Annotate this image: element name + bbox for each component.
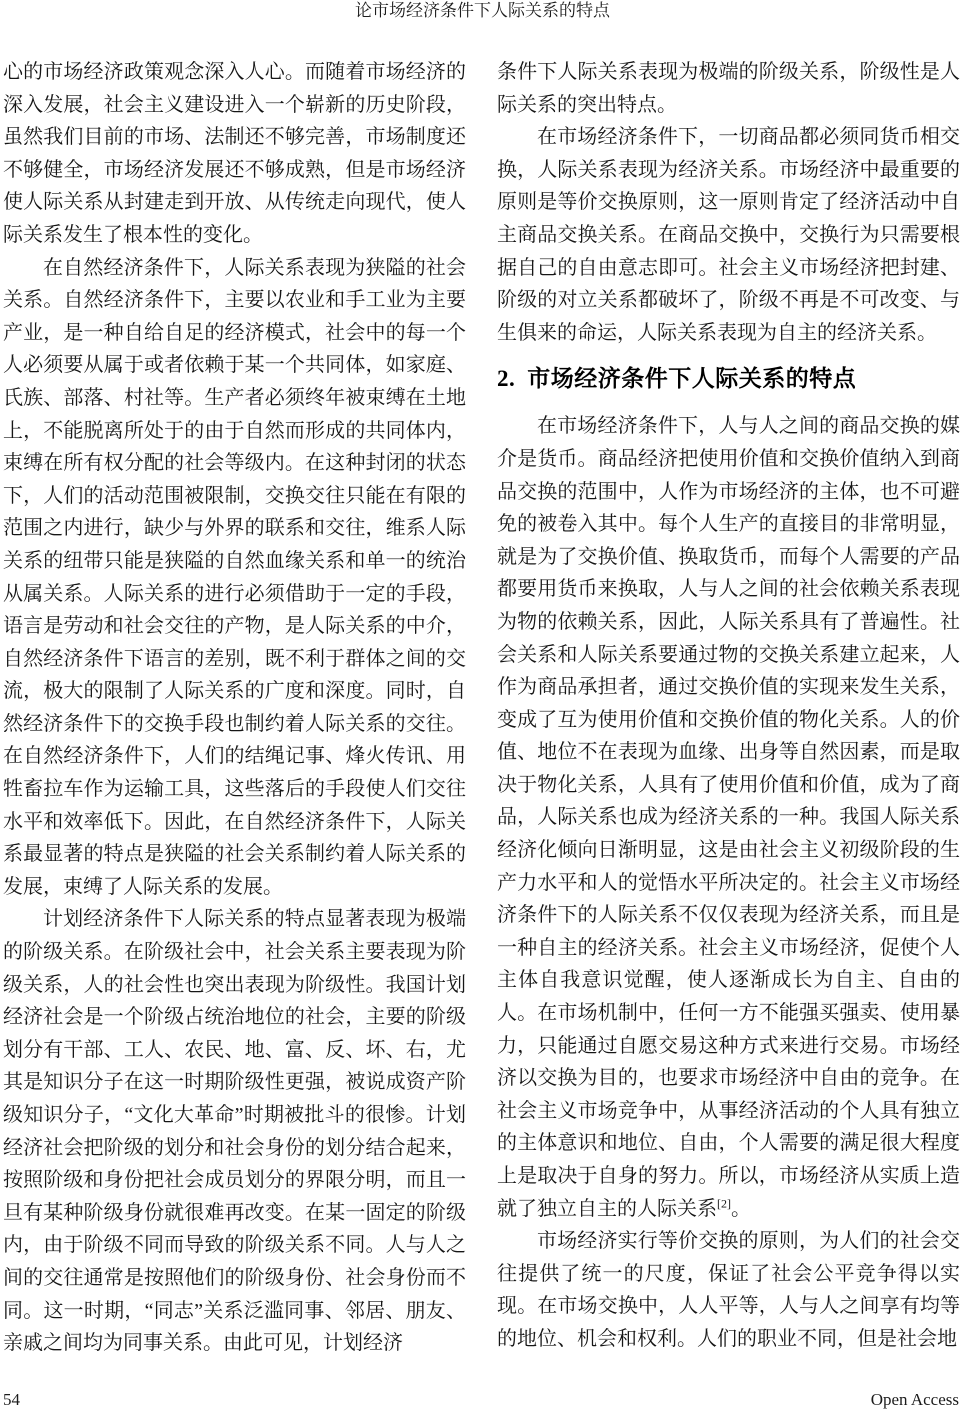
left-column: [3, 56, 466, 1360]
section-heading-number: 2.: [497, 366, 516, 392]
open-access-label: Open Access: [870, 1390, 959, 1409]
right-column: [497, 56, 960, 1360]
right-paragraph-1: 条件下人际关系表现为极端的阶级关系，阶级性是人际关系的突出特点。: [497, 61, 960, 116]
left-paragraph-1: 心的市场经济政策观念深入人心。而随着市场经济的深入发展，社会主义建设进入一个崭新的历史阶段，虽然我们目前的市场、法制还不够完善，市场制度还不够健全，市场经济发展还不够成熟，但是市场经济使人际关系从封建走到开放、从传统走向现代，使人际关系发生了根本性的变化。: [3, 61, 466, 246]
two-column-body: [3, 56, 960, 1360]
page-number: 54: [3, 1390, 20, 1409]
page-footer: [3, 1390, 959, 1410]
citation-ref-2: [2]: [717, 1195, 731, 1210]
right-paragraph-3-end: 。: [731, 1197, 751, 1220]
left-paragraph-3: 计划经济条件下人际关系的特点显著表现为极端的阶级关系。在阶级社会中，社会关系主要表现为阶级关系，人的社会性也突出表现为阶级性。我国计划经济社会是一个阶级占统治地位的社会，主要的阶级划分有干部、工人、农民、地、富、反、坏、右，尤其是知识分子在这一时期阶级性更强，被说成资产阶级知识分子，“文化大革命”时期被批斗的很惨。计划经济社会把阶级的划分和社会身份的划分结合起来，按照阶级和身份把社会成员划分的界限分明，而且一旦有某种阶级身份就很难再改变。在某一固定的阶级内，由于阶级不同而导致的阶级关系不同。人与人之间的交往通常是按照他们的阶级身份、社会身份而不同。这一时期，“同志”关系泛滥同事、邻居、朋友、亲戚之间均为同事关系。由此可见，计划经济: [3, 908, 466, 1355]
left-paragraph-2: 在自然经济条件下，人际关系表现为狭隘的社会关系。自然经济条件下，主要以农业和手工业为主要产业，是一种自给自足的经济模式，社会中的每一个人必须要从属于或者依赖于某一个共同体，如家庭、氏族、部落、村社等。生产者必须终年被束缚在土地上，不能脱离所处于的由于自然而形成的共同体内，束缚在所有权分配的社会等级内。在这种封闭的状态下，人们的活动范围被限制，交换交往只能在有限的范围之内进行，缺少与外界的联系和交往，维系人际关系的纽带只能是狭隘的自然血缘关系和单一的统治从属关系。人际关系的进行必须借助于一定的手段，语言是劳动和社会交往的产物，是人际关系的中介，自然经济条件下语言的差别，既不利于群体之间的交流，极大的限制了人际关系的广度和深度。同时，自然经济条件下的交换手段也制约着人际关系的交往。在自然经济条件下，人们的结绳记事、烽火传讯、用牲畜拉车作为运输工具，这些落后的手段使人们交往水平和效率低下。因此，在自然经济条件下，人际关系最显著的特点是狭隘的社会关系制约着人际关系的发展，束缚了人际关系的发展。: [3, 256, 466, 898]
right-paragraph-3: [497, 410, 960, 1225]
section-heading-text: 市场经济条件下人际关系的特点: [527, 365, 857, 392]
right-paragraph-3-text: 在市场经济条件下，人与人之间的商品交换的媒介是货币。商品经济把使用价值和交换价值纳入到商品交换的范围中，人作为市场经济的主体，也不可避免的被卷入其中。每个人生产的直接目的非常明显，就是为了交换价值、换取货币，而每个人需要的产品都要用货币来换取，人与人之间的社会依赖关系表现为物的依赖关系，因此，人际关系具有了普遍性。社会关系和人际关系要通过物的交换关系建立起来，人作为商品承担者，通过交换价值的实现来发生关系，变成了互为使用价值和交换价值的物化关系。人的价值、地位不在表现为血缘、出身等自然因素，而是取决于物化关系，人具有了使用价值和价值，成为了商品，人际关系也成为经济关系的一种。我国人际关系经济化倾向日渐明显，这是由社会主义初级阶段的生产力水平和人的觉悟水平所决定的。社会主义市场经济条件下的人际关系不仅仅表现为经济关系，而且是一种自主的经济关系。社会主义市场经济，促使个人主体自我意识觉醒，使人逐渐成长为自主、自由的人。在市场机制中，任何一方不能强买强卖、使用暴力，只能通过自愿交易这种方式来进行交易。市场经济以交换为目的，也要求市场经济中自由的竞争。在社会主义市场竞争中，从事经济活动的个人具有独立的主体意识和地位、自由，个人需要的满足很大程度上是取决于自身的努力。所以，市场经济从实质上造就了独立自主的人际关系: [497, 415, 960, 1220]
right-paragraph-4: 市场经济实行等价交换的原则，为人们的社会交往提供了统一的尺度，保证了社会公平竞争得以实现。在市场交换中，人人平等，人与人之间享有均等的地位、机会和权利。人们的职业不同，但是社会地: [497, 1230, 960, 1350]
running-head-title: 论市场经济条件下人际关系的特点: [355, 1, 610, 20]
section-heading: [497, 361, 960, 396]
right-paragraph-2: 在市场经济条件下，一切商品都必须同货币相交换，人际关系表现为经济关系。市场经济中最重要的原则是等价交换原则，这一原则肯定了经济活动中自主商品交换关系。在商品交换中，交换行为只需要根据自己的自由意志即可。社会主义市场经济把封建、阶级的对立关系都破坏了，阶级不再是不可改变、与生俱来的命运，人际关系表现为自主的经济关系。: [497, 126, 960, 344]
